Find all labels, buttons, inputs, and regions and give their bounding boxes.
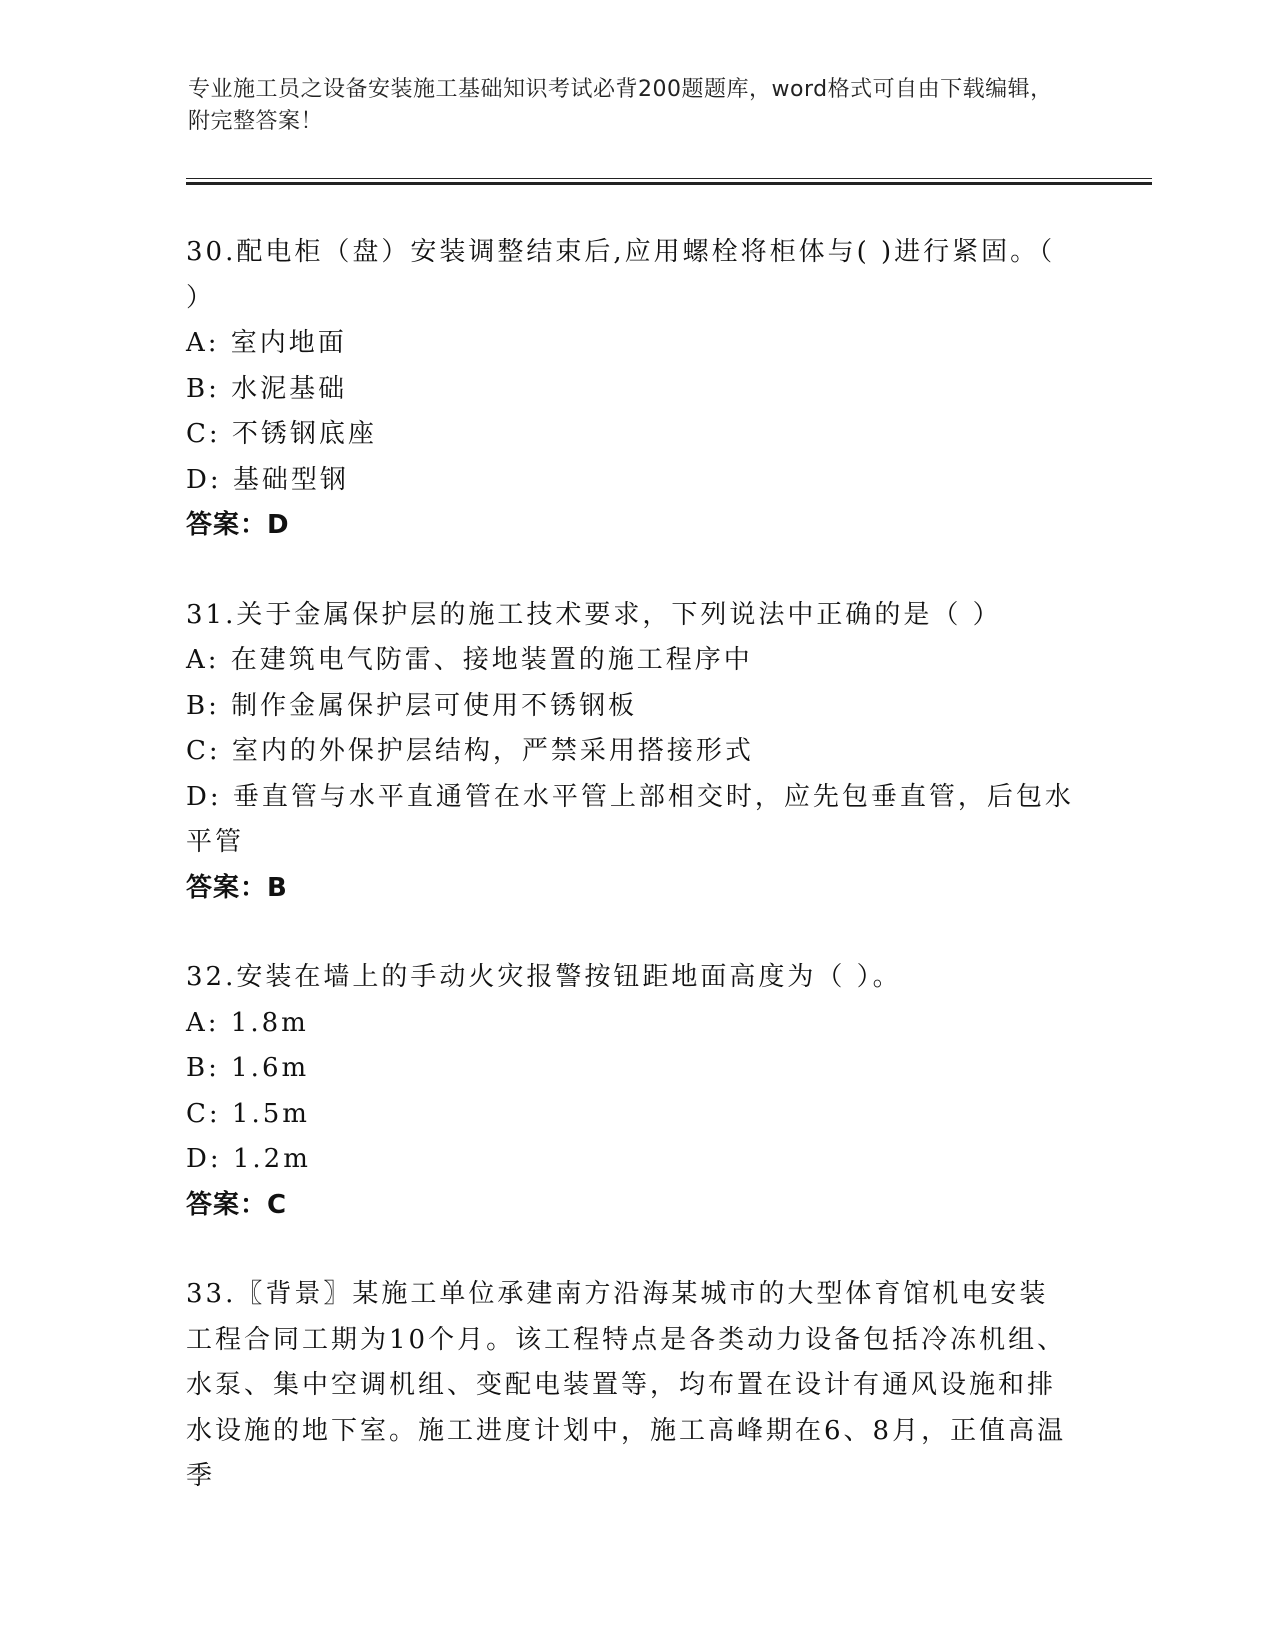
answer: 答案：C bbox=[186, 1189, 288, 1220]
option-a: A: 室内地面 bbox=[186, 328, 347, 358]
option-d: D: 垂直管与水平直通管在水平管上部相交时，应先包垂直管，后包水平管 bbox=[186, 781, 1074, 857]
option-b: B: 1.6m bbox=[186, 1053, 310, 1083]
option-c: C: 室内的外保护层结构，严禁采用搭接形式 bbox=[186, 736, 754, 766]
option-b: B: 水泥基础 bbox=[186, 373, 348, 404]
question-stem: 31.关于金属保护层的施工技术要求，下列说法中正确的是（ ） bbox=[186, 599, 1002, 630]
question-stem: 32.安装在墙上的手动火灾报警按钮距地面高度为（ ）。 bbox=[186, 962, 902, 992]
header-divider-thick bbox=[186, 182, 1152, 185]
option-b: B: 制作金属保护层可使用不锈钢板 bbox=[186, 690, 638, 721]
option-d: D: 基础型钢 bbox=[186, 464, 349, 495]
page-header: 专业施工员之设备安装施工基础知识考试必背200题题库，word格式可自由下载编辑，附完整答案！ bbox=[188, 77, 1053, 134]
header-divider bbox=[186, 178, 1152, 179]
option-c: C: 不锈钢底座 bbox=[186, 419, 377, 449]
answer: 答案：D bbox=[186, 510, 290, 540]
question-31 bbox=[186, 593, 1076, 912]
option-d: D: 1.2m bbox=[186, 1144, 311, 1174]
question-33 bbox=[186, 1272, 1076, 1500]
option-a: A: 在建筑电气防雷、接地装置的施工程序中 bbox=[186, 645, 753, 675]
question-stem: 30.配电柜（盘）安装调整结束后,应用螺栓将柜体与( )进行紧固。（ ） bbox=[186, 237, 1056, 313]
question-32 bbox=[186, 955, 1076, 1228]
option-c: C: 1.5m bbox=[186, 1098, 310, 1129]
option-a: A: 1.8m bbox=[186, 1007, 309, 1038]
question-list bbox=[186, 230, 1076, 1544]
question-30 bbox=[186, 230, 1076, 549]
question-stem: 33.〖背景〗某施工单位承建南方沿海某城市的大型体育馆机电安装工程合同工期为10个月。该工程特点是各类动力设备包括冷冻机组、水泵、集中空调机组、变配电装置等，均布置在设计有通风设施和排水设施的地下室。施工进度计划中，施工高峰期在6、8月，正值高温季 bbox=[186, 1279, 1067, 1491]
answer: 答案：B bbox=[186, 872, 288, 903]
